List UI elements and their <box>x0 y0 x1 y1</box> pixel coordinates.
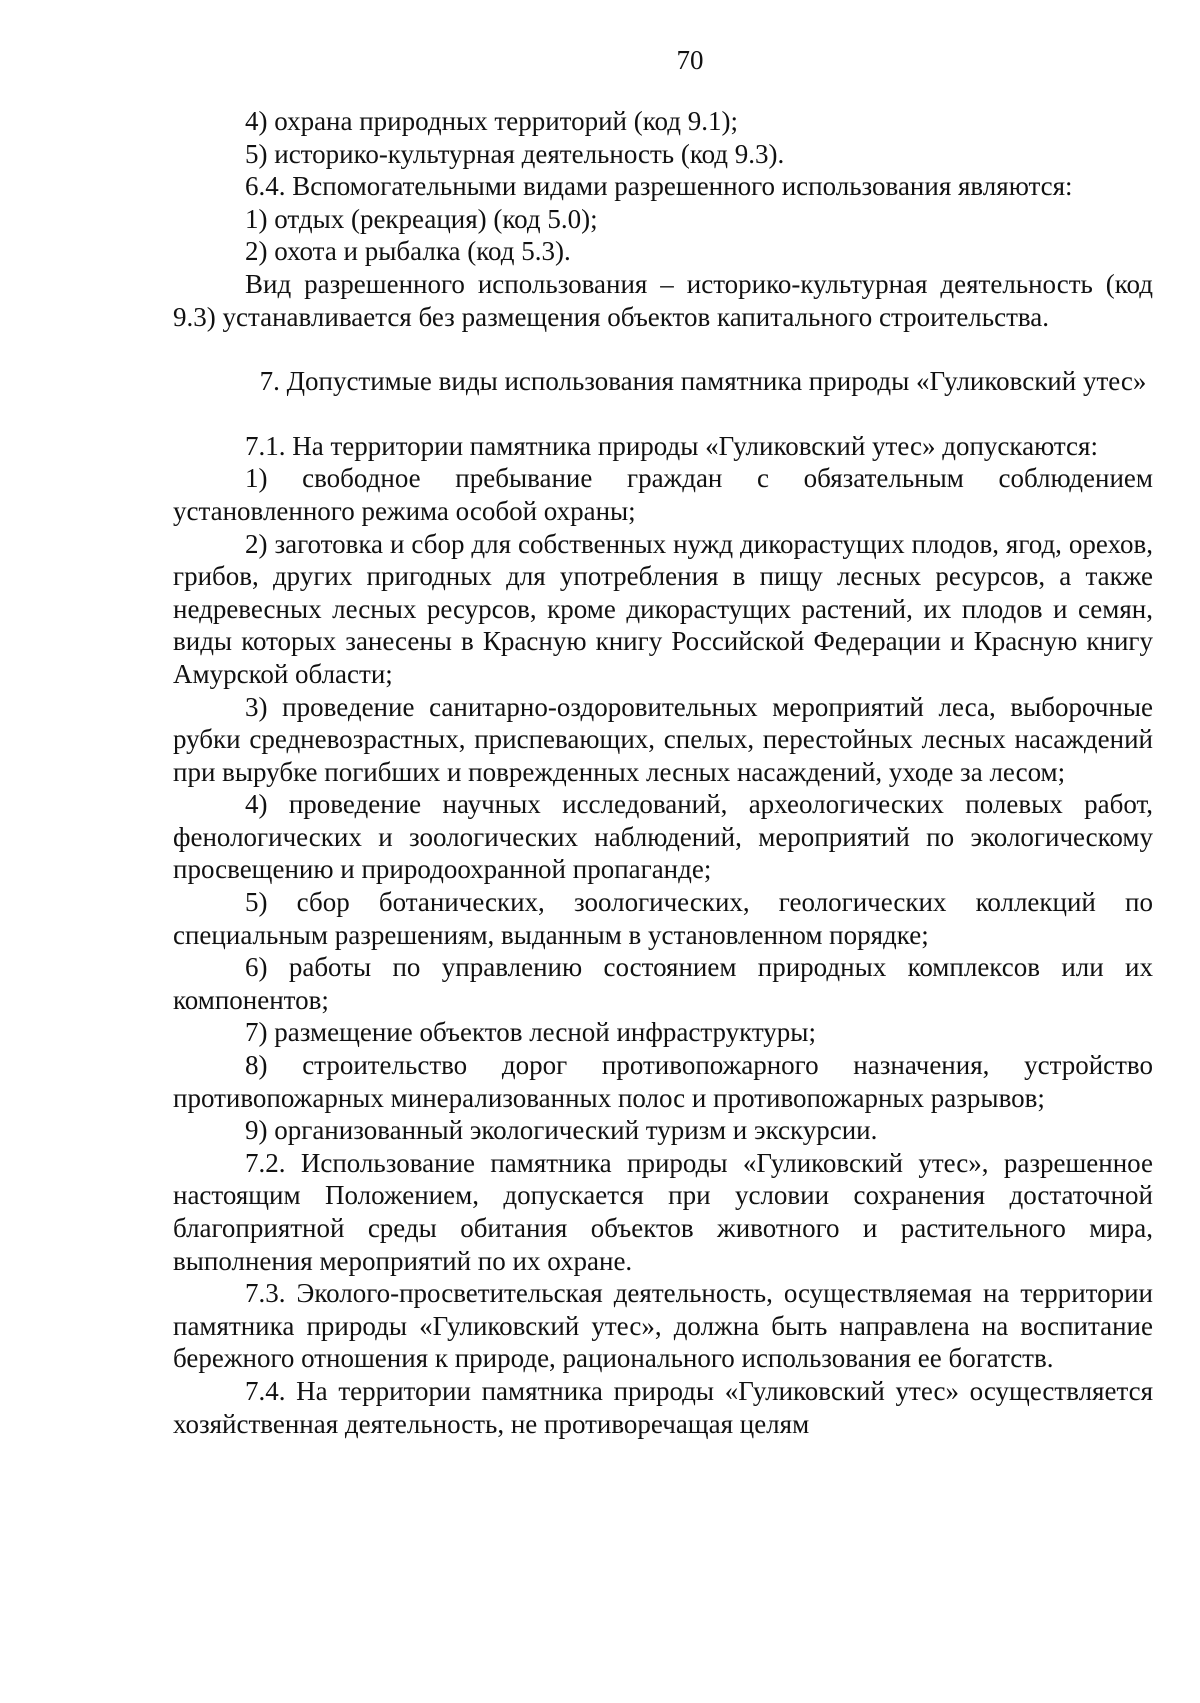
list-item: 6) работы по управлению состоянием природных комплексов или их компонентов; <box>173 952 1153 1015</box>
list-item: 8) строительство дорог противопожарного назначения, устройство противопожарных минерализованных полос и противопожарных разрывов; <box>173 1050 1153 1113</box>
list-item: 9) организованный экологический туризм и экскурсии. <box>245 1115 878 1146</box>
list-item: 3) проведение санитарно-оздоровительных мероприятий леса, выборочные рубки средневозрастных, приспевающих, спелых, перестойных лесных насаждений при вырубке погибших и поврежденных лесных насаждений, уходе за лесом; <box>173 691 1153 787</box>
spacer <box>173 333 1153 365</box>
list-item: 5) сбор ботанических, зоологических, геологических коллекций по специальным разрешениям, выданным в установленном порядке; <box>173 887 1153 950</box>
page-number: 70 <box>676 45 704 75</box>
paragraph: 4) охрана природных территорий (код 9.1); <box>245 106 738 136</box>
paragraph: Вид разрешенного использования – историко-культурная деятельность (код 9.3) устанавливается без размещения объектов капитального строительства. <box>173 268 1153 332</box>
paragraph: 6.4. Вспомогательными видами разрешенного использования являются: <box>245 171 1073 202</box>
document-body <box>173 105 1153 1440</box>
paragraph: 2) охота и рыбалка (код 5.3). <box>245 236 571 267</box>
list-item: 4) проведение научных исследований, археологических полевых работ, фенологических и зоологических наблюдений, мероприятий по экологическому просвещению и природоохранной пропаганде; <box>173 789 1153 885</box>
paragraph: 7.1. На территории памятника природы «Гуликовский утес» допускаются: <box>245 430 1098 461</box>
section-heading: 7. Допустимые виды использования памятника природы «Гуликовский утес» <box>259 366 1147 397</box>
paragraph: 7.3. Эколого-просветительская деятельность, осуществляемая на территории памятника природы «Гуликовский утес», должна быть направлена на воспитание бережного отношения к природе, рационального использования ее богатств. <box>173 1278 1153 1374</box>
paragraph: 5) историко-культурная деятельность (код 9.3). <box>245 138 785 169</box>
spacer <box>173 398 1153 430</box>
list-item: 2) заготовка и сбор для собственных нужд дикорастущих плодов, ягод, орехов, грибов, других пригодных для употребления в пищу лесных ресурсов, а также недревесных лесных ресурсов, кроме дикорастущих растений, их плодов и семян, виды которых занесены в Красную книгу Российской Федерации и Красную книгу Амурской области; <box>173 528 1153 689</box>
list-item: 7) размещение объектов лесной инфраструктуры; <box>245 1017 816 1048</box>
paragraph: 1) отдых (рекреация) (код 5.0); <box>245 203 598 234</box>
paragraph: 7.4. На территории памятника природы «Гуликовский утес» осуществляется хозяйственная деятельность, не противоречащая целям <box>173 1375 1153 1439</box>
list-item: 1) свободное пребывание граждан с обязательным соблюдением установленного режима особой охраны; <box>173 463 1153 526</box>
paragraph: 7.2. Использование памятника природы «Гуликовский утес», разрешенное настоящим Положением, допускается при условии сохранения достаточной благоприятной среды обитания объектов животного и растительного мира, выполнения мероприятий по их охране. <box>173 1147 1153 1276</box>
